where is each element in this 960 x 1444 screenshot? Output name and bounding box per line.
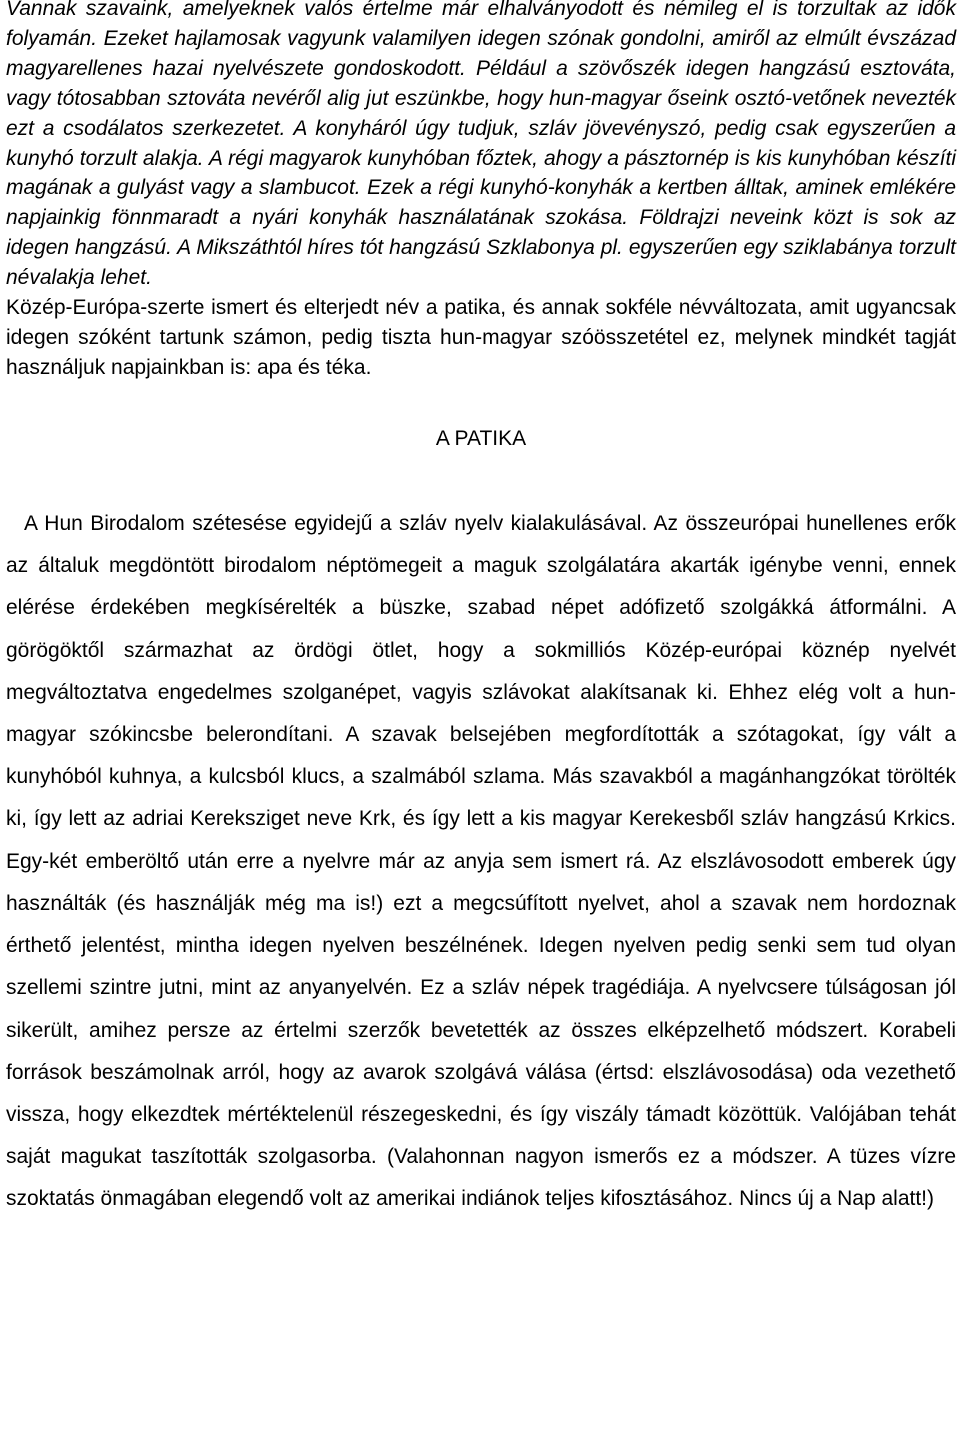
section-heading: A PATIKA <box>435 427 527 451</box>
body-paragraph: A Hun Birodalom szétesése egyidejű a szláv nyelv kialakulásával. Az összeurópai hunellenes erők az általuk megdöntött birodalom néptömegeit a maguk szolgálatára akarták igénybe venni, ennek elérése érdekében megkísérelték a büszke, szabad népet adófizető szolgákká átformálni. A görögöktől származhat az ördögi ötlet, hogy a sokmilliós Közép-európai köznép nyelvét megváltoztatva engedelmes szolganépet, vagyis szlávokat alakítsanak ki. Ehhez elég volt a hun-magyar szókincsbe belerondítani. A szavak belsejében megfordították a szótagokat, így vált a kunyhóból kuhnya, a kulcsból klucs, a szalmából szlama. Más szavakból a magánhangzókat törölték ki, így lett az adriai Kereksziget neve Krk, és így lett a kis magyar Kerekesből szláv hangzású Krkics. Egy-két emberöltő után erre a nyelvre már az anyja sem ismert rá. Az elszlávosodott emberek úgy használták (és használják még ma is!) ezt a megcsúfított nyelvet, ahol a szavak nem hordoznak érthető jelentést, mintha idegen nyelven beszélnének. Idegen nyelven pedig senki sem tud olyan szellemi szintre jutni, mint az anyanyelvén. Ez a szláv népek tragédiája. A nyelvcsere túlságosan jól sikerült, amihez persze az értelmi szerzők bevetették az összes elképzelhető módszert. Korabeli források beszámolnak arról, hogy az avarok szolgává válása (értsd: elszlávosodása) oda vezethető vissza, hogy elkezdtek mértéktelenül részegeskedni, és így viszály támadt közöttük. Valójában tehát saját magukat taszították szolgasorba. (Valahonnan nagyon ismerős ez a módszer. A tüzes vízre szoktatás önmagában elegendő volt az amerikai indiánok teljes kifosztásához. Nincs új a Nap alatt!) <box>6 512 956 1211</box>
patika-intro-paragraph: Közép-Európa-szerte ismert és elterjedt név a patika, és annak sokféle névváltozata, amit ugyancsak idegen szóként tartunk számon, pedig tiszta hun-magyar szóösszetétel ez, melynek mindkét tagját használjuk napjainkban is: apa és téka. <box>6 296 956 380</box>
intro-italic-paragraph: Vannak szavaink, amelyeknek valós értelme már elhalványodott és némileg el is torzultak az idők folyamán. Ezeket hajlamosak vagyunk valamilyen idegen szónak gondolni, amiről az elmúlt évszázad magyarellenes hazai nyelvészete gondoskodott. Például a szövőszék idegen hangzású esztováta, vagy tótosabban sztováta nevéről alig jut eszünkbe, hogy hun-magyar őseink osztó-vetőnek nevezték ezt a csodálatos szerkezetet. A konyháról úgy tudjuk, szláv jövevényszó, pedig csak egyszerűen a kunyhó torzult alakja. A régi magyarok kunyhóban főztek, ahogy a pásztornép is kis kunyhóban készíti magának a gulyást vagy a slambucot. Ezek a régi kunyhó-konyhák a kertben álltak, aminek emlékére napjainkig fönnmaradt a nyári konyhák használatának szokása. Földrajzi neveink közt is sok az idegen hangzású. A Mikszáthtól híres tót hangzású Szklabonya pl. egyszerűen egy sziklabánya torzult névalakja lehet. <box>6 0 956 290</box>
